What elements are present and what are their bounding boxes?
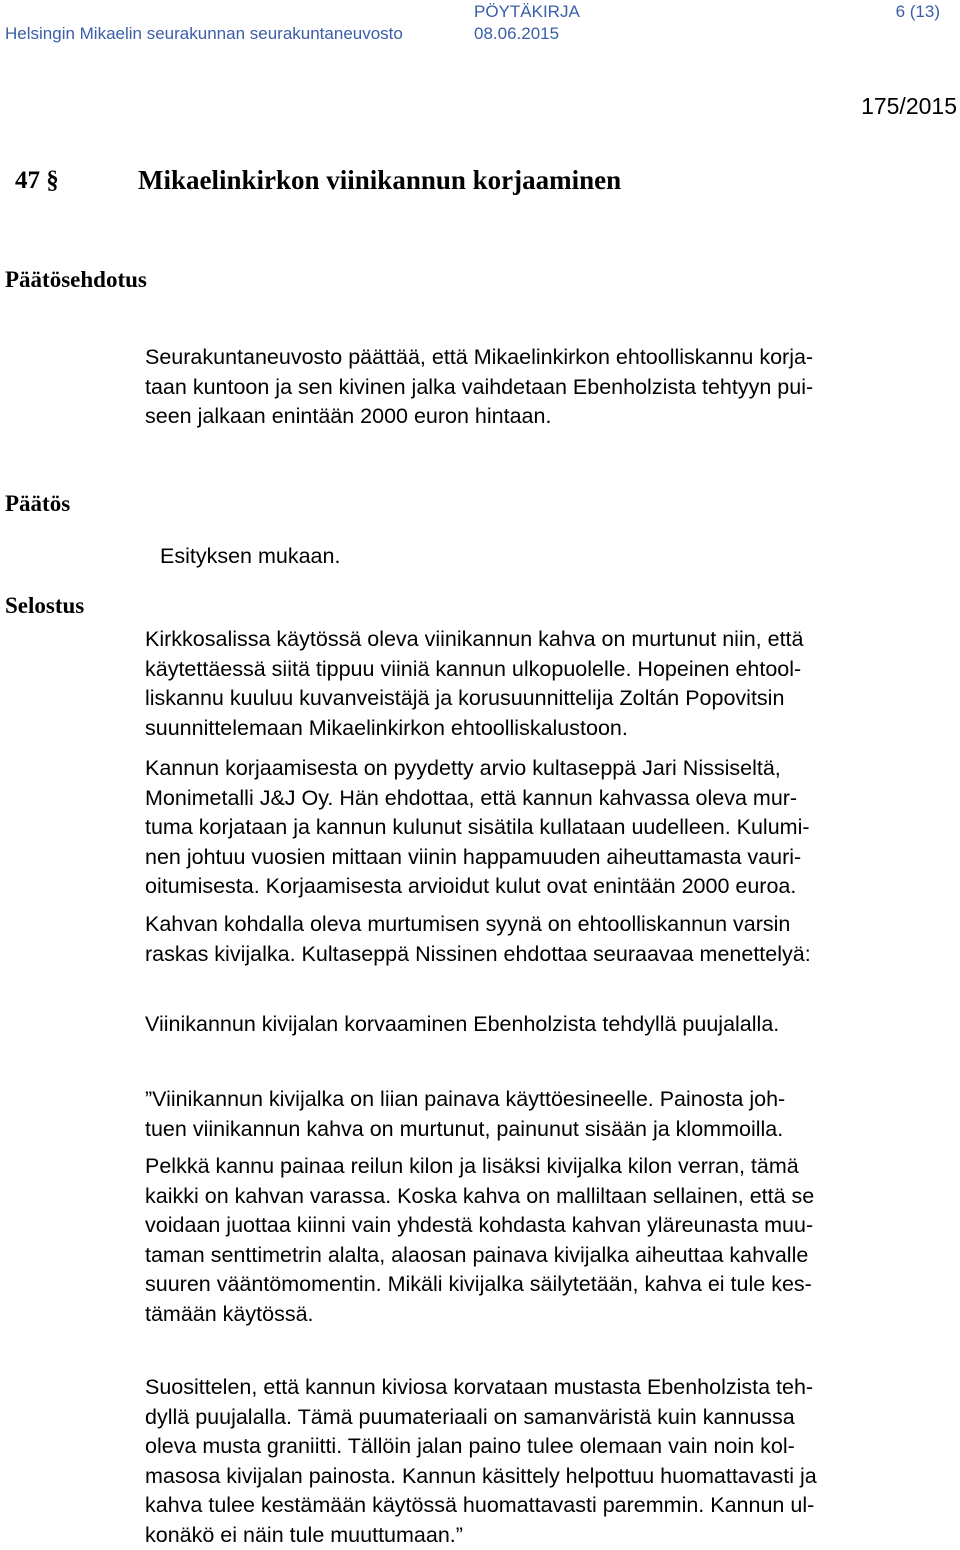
text-line: suuren vääntömomentin. Mikäli kivijalka säilytetään, kahva ei tule kes- <box>145 1270 955 1300</box>
explanation-paragraph-2 <box>145 754 955 902</box>
meeting-date: 08.06.2015 <box>474 24 559 44</box>
text-line: nen johtuu vuosien mittaan viinin happamuuden aiheuttamasta vauri- <box>145 843 955 873</box>
text-line: Seurakuntaneuvosto päättää, että Mikaelinkirkon ehtoolliskannu korja- <box>145 343 955 373</box>
text-line: suunnittelemaan Mikaelinkirkon ehtoolliskalustoon. <box>145 714 955 744</box>
text-line: raskas kivijalka. Kultaseppä Nissinen ehdottaa seuraavaa menettelyä: <box>145 940 955 970</box>
section-title: Mikaelinkirkon viinikannun korjaaminen <box>138 165 621 196</box>
text-line: Pelkkä kannu painaa reilun kilon ja lisäksi kivijalka kilon verran, tämä <box>145 1152 955 1182</box>
heading-proposal: Päätösehdotus <box>5 267 147 293</box>
text-line: Kannun korjaamisesta on pyydetty arvio kultaseppä Jari Nissiseltä, <box>145 754 955 784</box>
quote-paragraph-2 <box>145 1152 955 1329</box>
heading-explanation: Selostus <box>5 593 84 619</box>
text-line: Suosittelen, että kannun kiviosa korvataan mustasta Ebenholzista teh- <box>145 1373 955 1403</box>
proposal-paragraph <box>145 343 955 432</box>
text-line: käytettäessä siitä tippuu viiniä kannun ulkopuolelle. Hopeinen ehtool- <box>145 655 955 685</box>
text-line: tämään käytössä. <box>145 1300 955 1330</box>
document-type: PÖYTÄKIRJA <box>474 2 580 22</box>
text-line: Kahvan kohdalla oleva murtumisen syynä on ehtoolliskannun varsin <box>145 910 955 940</box>
heading-decision: Päätös <box>5 491 70 517</box>
text-line: ”Viinikannun kivijalka on liian painava käyttöesineelle. Painosta joh- <box>145 1085 955 1115</box>
procedure-text: Viinikannun kivijalan korvaaminen Ebenholzista tehdyllä puujalalla. <box>145 1010 955 1040</box>
text-line: Monimetalli J&J Oy. Hän ehdottaa, että kannun kahvassa oleva mur- <box>145 784 955 814</box>
text-line: liskannu kuuluu kuvanveistäjä ja korusuunnittelija Zoltán Popovitsin <box>145 684 955 714</box>
quote-paragraph-1 <box>145 1085 955 1144</box>
text-line: seen jalkaan enintään 2000 euron hintaan. <box>145 402 955 432</box>
text-line: kahva tulee kestämään käytössä huomattavasti paremmin. Kannun ul- <box>145 1491 955 1521</box>
decision-text: Esityksen mukaan. <box>160 542 960 572</box>
organization-name: Helsingin Mikaelin seurakunnan seurakuntaneuvosto <box>5 24 403 44</box>
text-line: oleva musta graniitti. Tällöin jalan paino tulee olemaan vain noin kol- <box>145 1432 955 1462</box>
recommendation-paragraph <box>145 1373 955 1550</box>
text-line: oitumisesta. Korjaamisesta arvioidut kulut ovat enintään 2000 euroa. <box>145 872 955 902</box>
text-line: dyllä puujalalla. Tämä puumateriaali on samanväristä kuin kannussa <box>145 1403 955 1433</box>
text-line: taman senttimetrin alalta, alaosan painava kivijalka aiheuttaa kahvalle <box>145 1241 955 1271</box>
text-line: tuma korjataan ja kannun kulunut sisätila kullataan uudelleen. Kulumi- <box>145 813 955 843</box>
text-line: tuen viinikannun kahva on murtunut, painunut sisään ja klommoilla. <box>145 1115 955 1145</box>
page-number: 6 (13) <box>896 2 940 22</box>
text-line: Kirkkosalissa käytössä oleva viinikannun kahva on murtunut niin, että <box>145 625 955 655</box>
text-line: kaikki on kahvan varassa. Koska kahva on malliltaan sellainen, että se <box>145 1182 955 1212</box>
decision-number: 175/2015 <box>861 93 957 120</box>
section-number: 47 § <box>15 167 59 195</box>
text-line: voidaan juottaa kiinni vain yhdestä kohdasta kahvan yläreunasta muu- <box>145 1211 955 1241</box>
text-line: masosa kivijalan painosta. Kannun käsittely helpottuu huomattavasti ja <box>145 1462 955 1492</box>
explanation-paragraph-3 <box>145 910 955 969</box>
text-line: konäkö ei näin tule muuttumaan.” <box>145 1521 955 1550</box>
text-line: taan kuntoon ja sen kivinen jalka vaihdetaan Ebenholzista tehtyyn pui- <box>145 373 955 403</box>
explanation-paragraph-1 <box>145 625 955 743</box>
